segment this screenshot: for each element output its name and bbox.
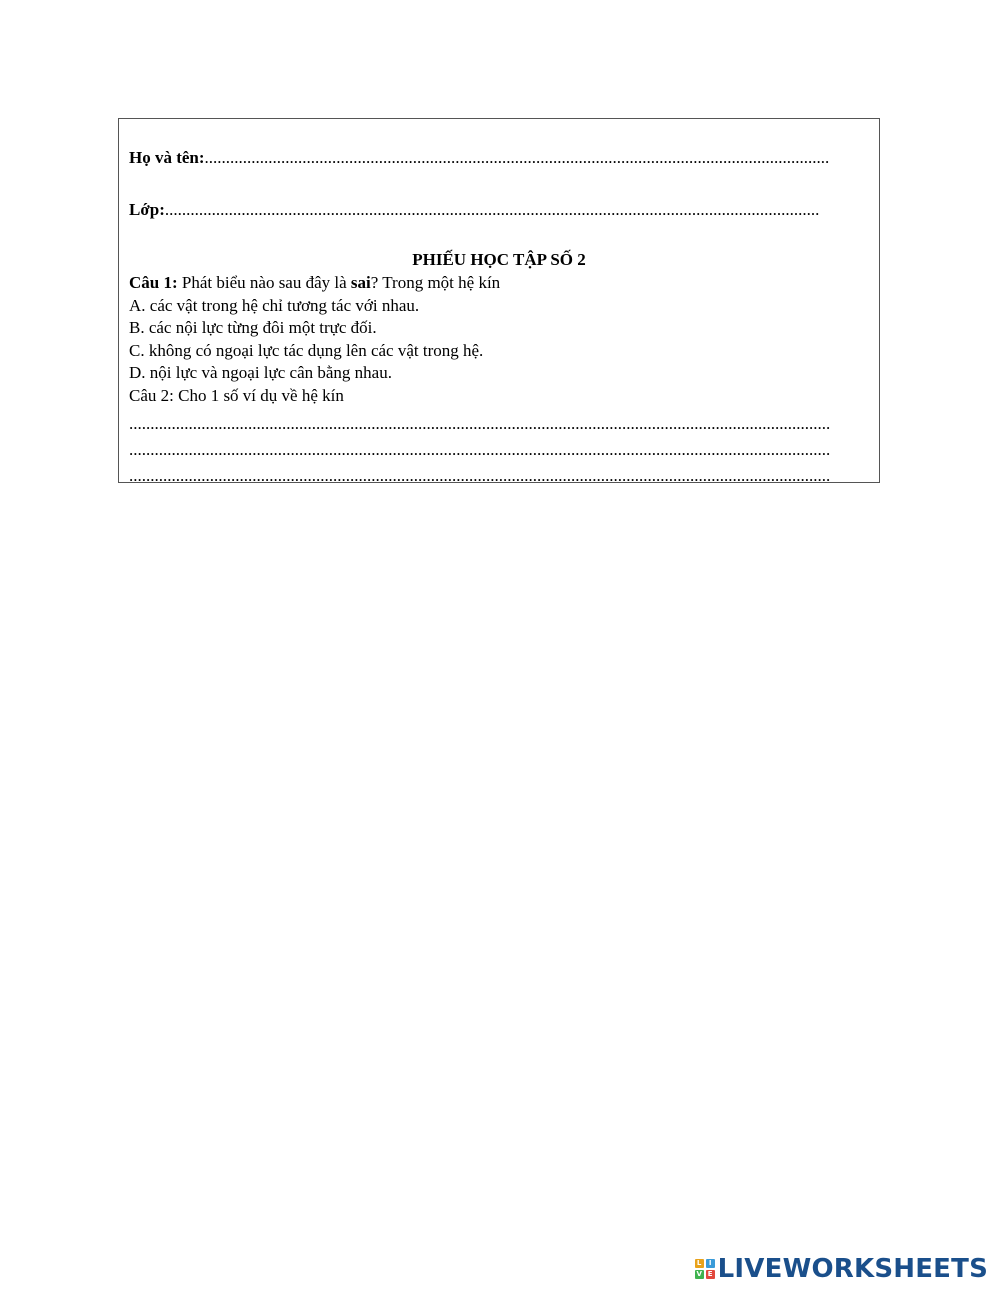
question-1-text-after: ? Trong một hệ kín (370, 273, 501, 292)
worksheet-box (118, 118, 880, 483)
name-field (129, 148, 869, 168)
option-a[interactable]: A. các vật trong hệ chỉ tương tác với nhau. (129, 295, 420, 315)
question-1 (129, 272, 869, 295)
class-label: Lớp: (129, 200, 165, 219)
logo-blocks-icon (695, 1259, 715, 1279)
answer-line-2[interactable]: ..................................................................................................................................................................... (129, 440, 831, 459)
answer-line-3[interactable]: ..................................................................................................................................................................... (129, 466, 831, 485)
liveworksheets-logo (695, 1254, 988, 1284)
question-1-prefix: Câu 1: (129, 273, 178, 292)
class-input-dots[interactable]: .......................................................................................................................................................... (164, 200, 820, 219)
logo-text: LIVEWORKSHEETS (717, 1254, 988, 1284)
logo-block-e: E (706, 1270, 715, 1279)
question-1-emphasis: sai (350, 273, 371, 292)
option-b[interactable]: B. các nội lực từng đôi một trực đối. (129, 318, 377, 337)
question-1-text-before: Phát biểu nào sau đây là (177, 273, 351, 292)
option-c[interactable]: C. không có ngoại lực tác dụng lên các vật trong hệ. (129, 340, 484, 360)
logo-block-v: V (696, 1270, 702, 1278)
question-2: Câu 2: Cho 1 số ví dụ về hệ kín (129, 385, 344, 405)
class-field (129, 200, 869, 220)
logo-block-l: L (695, 1259, 704, 1268)
answer-lines (129, 411, 869, 489)
option-d[interactable]: D. nội lực và ngoại lực cân bằng nhau. (129, 363, 392, 382)
name-label: Họ và tên: (129, 148, 205, 167)
name-input-dots[interactable]: ................................................................................................................................................... (204, 148, 830, 167)
logo-block-i: I (706, 1259, 715, 1268)
answer-line-1[interactable]: ..................................................................................................................................................................... (129, 414, 831, 433)
worksheet-title: PHIẾU HỌC TẬP SỐ 2 (412, 250, 586, 269)
question-block (129, 272, 869, 407)
